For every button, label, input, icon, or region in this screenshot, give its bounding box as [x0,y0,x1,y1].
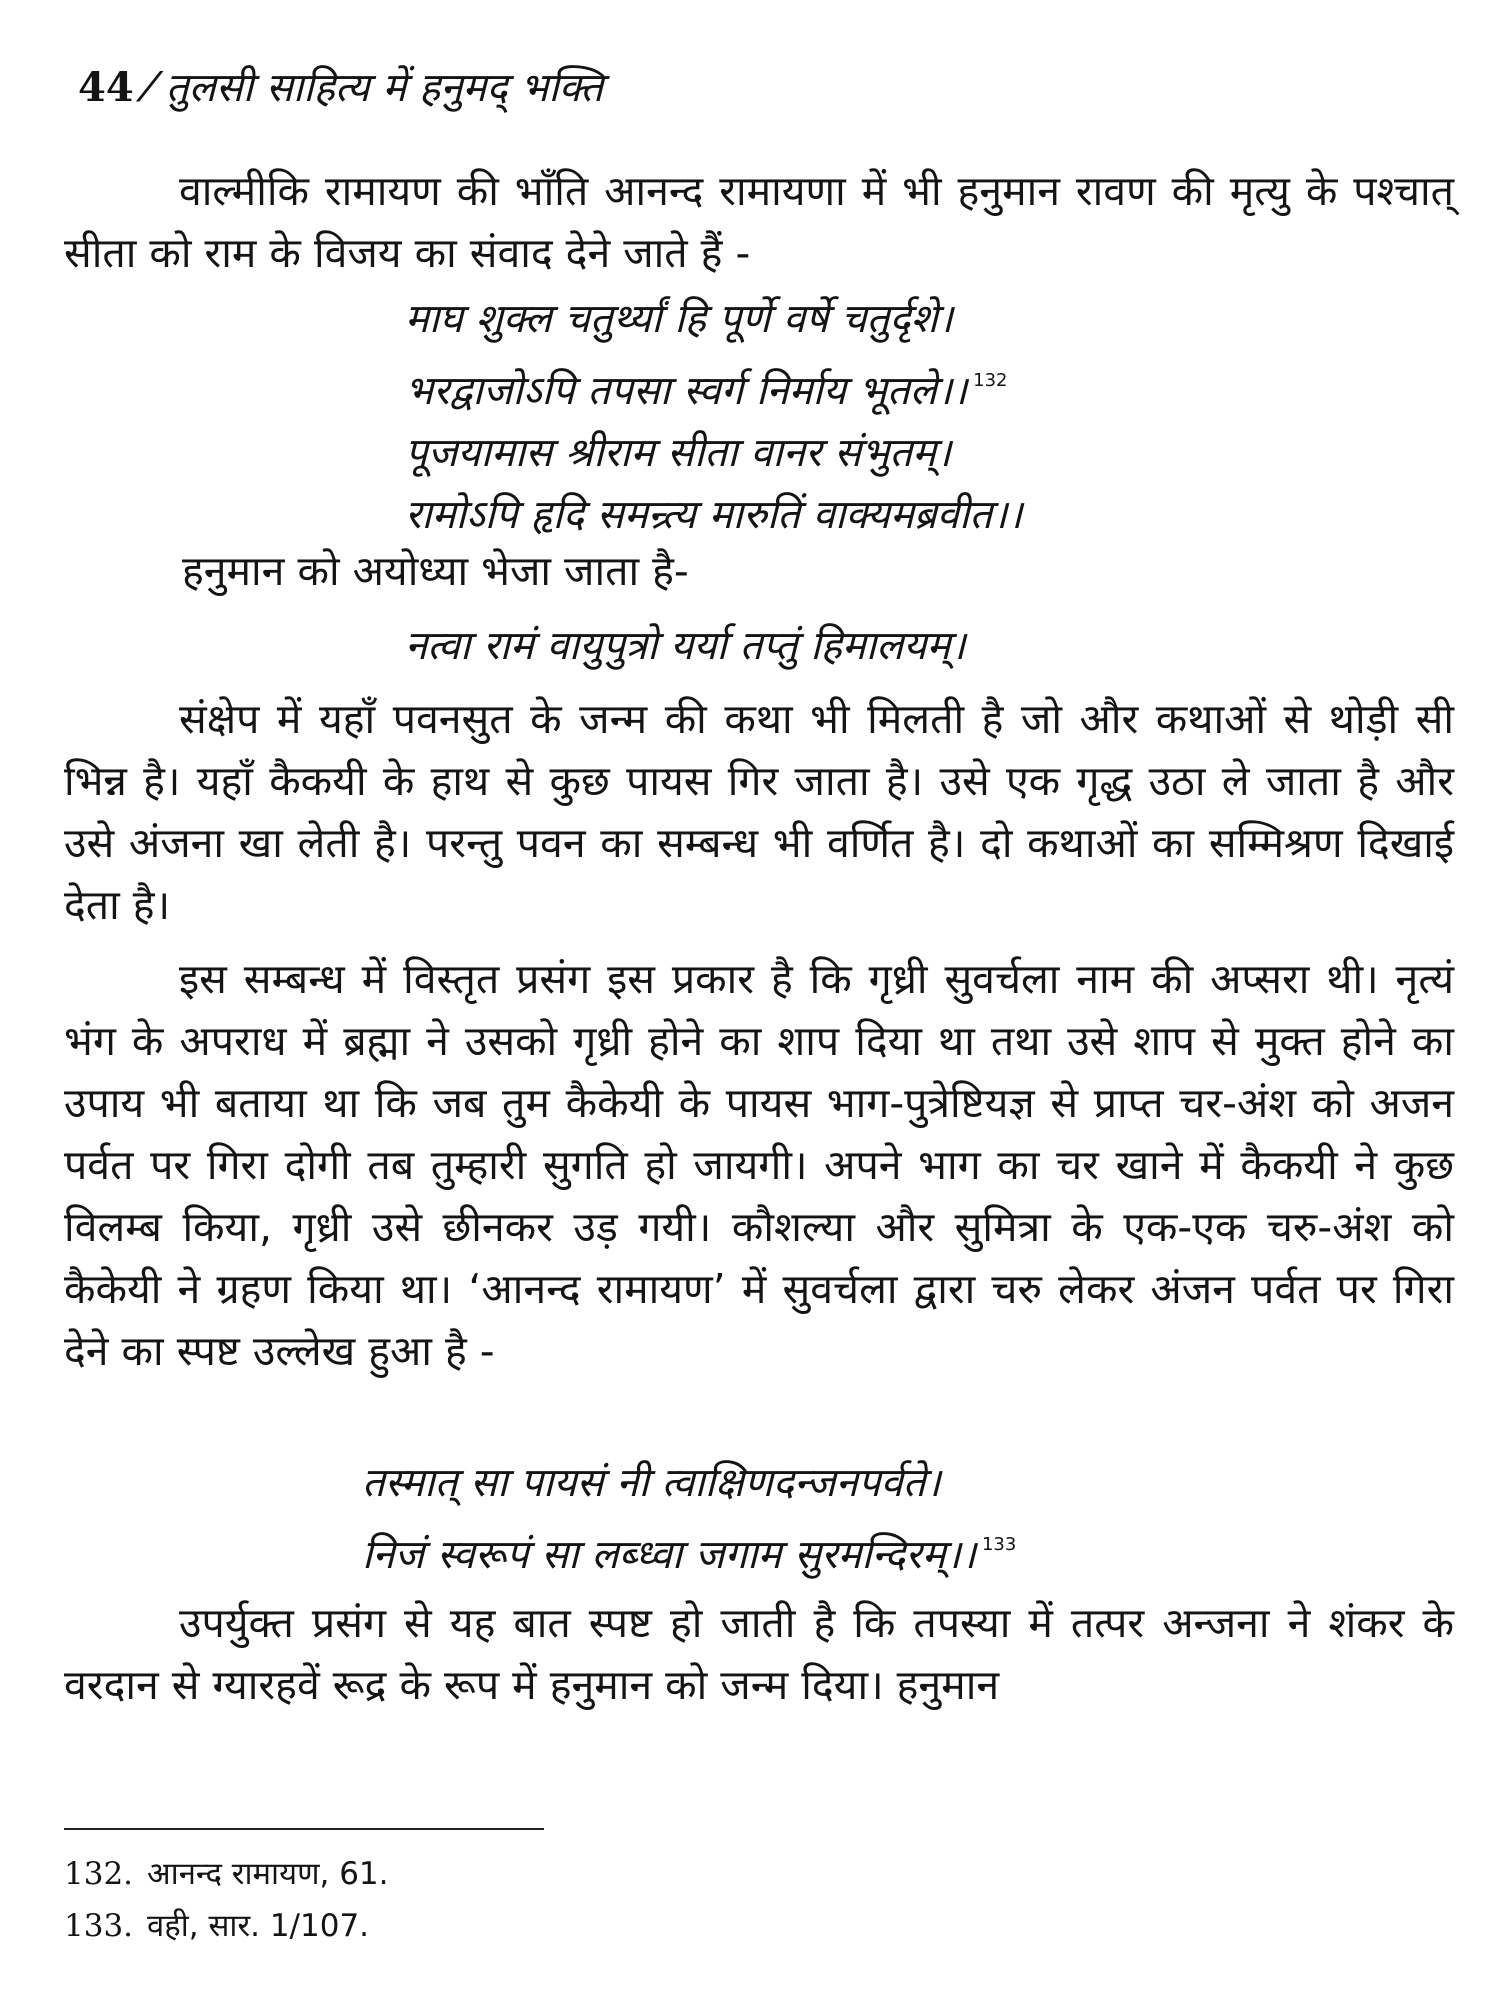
footnote-divider [64,1828,544,1830]
header-separator: ⁄ [146,65,154,111]
sanskrit-verse-2 [405,615,966,677]
footnote-text: वही, सार. 1/107. [147,1908,370,1944]
footnote-ref-133: 133 [981,1534,1017,1555]
footnote-number: 132. [64,1856,134,1892]
page-number: 44 [78,64,134,111]
sanskrit-verse-3 [362,1452,1016,1586]
paragraph-2: संक्षेप में यहाँ पवनसुत के जन्म की कथा भी मिलती है जो और कथाओं से थोड़ी सी भिन्न है। यहाँ कैकयी के हाथ से कुछ पायस गिर जाता है। उसे एक गृद्ध उठा ले जाता है और उसे अंजना खा लेती है। परन्तु पवन का सम्बन्ध भी वर्णित है। दो कथाओं का सम्मिश्रण दिखाई देता है। [64,695,1454,929]
verse-1-line-2-wrap [405,350,1022,422]
paragraph-1: वाल्मीकि रामायण की भाँति आनन्द रामायणा में भी हनुमान रावण की मृत्यु के पश्चात् सीता को राम के विजय का संवाद देने जाते हैं - [64,167,1454,277]
verse-3-line-1: तस्मात् सा पायसं नी त्वाक्षिणदन्जनपर्वते। [362,1460,941,1506]
footnote-ref-132: 132 [973,370,1008,391]
verse-1-line-3: पूजयामास श्रीराम सीता वानर संभुतम्। [405,430,952,476]
ayodhya-line: हनुमान को अयोध्या भेजा जाता है- [182,547,689,595]
verse-1-line-1: माघ शुक्ल चतुर्थ्यां हि पूर्णे वर्षे चतुर्दृशे। [405,296,953,342]
footnotes [64,1848,389,1952]
footnote-text: आनन्द रामायण, 61. [147,1856,389,1892]
verse-1-line-4: रामोऽपि हृदि समन्र्त्य मारुतिं वाक्यमब्रवीत।। [405,492,1023,538]
sanskrit-verse-1 [405,288,1022,546]
verse-2-line-1: नत्वा रामं वायुपुत्रो यर्या तप्तुं हिमालयम्। [405,623,966,669]
footnote-number: 133. [64,1908,134,1944]
paragraph-3: इस सम्बन्ध में विस्तृत प्रसंग इस प्रकार है कि गृध्री सुवर्चला नाम की अप्सरा थी। नृत्यं भंग के अपराध में ब्रह्मा ने उसको गृध्री होने का शाप दिया था तथा उसे शाप से मुक्त होने का उपाय भी बताया था कि जब तुम कैकेयी के पायस भाग-पुत्रेष्टियज्ञ से प्राप्त चर-अंश को अजन पर्वत पर गिरा दोगी तब तुम्हारी सुगति हो जायगी। अपने भाग का चर खाने में कैकयी ने कुछ विलम्ब किया, गृध्री उसे छीनकर उड़ गयी। कौशल्या और सुमित्रा के एक-एक चरु-अंश को कैकेयी ने ग्रहण किया था। ‘आनन्द रामायण’ में सुवर्चला द्वारा चरु लेकर अंजन पर्वत पर गिरा देने का स्पष्ट उल्लेख हुआ है - [64,955,1454,1375]
verse-1-line-2: भरद्वाजोऽपि तपसा स्वर्ग निर्माय भूतले।। [405,368,968,414]
verse-3-line-2: निजं स्वरूपं सा लब्ध्वा जगाम सुरमन्दिरम्।। [362,1532,976,1578]
paragraph-4: उपर्युक्त प्रसंग से यह बात स्पष्ट हो जाती है कि तपस्या में तत्पर अन्जना ने शंकर के वरदान से ग्यारहवें रूद्र के रूप में हनुमान को जन्म दिया। हनुमान [64,1599,1454,1709]
footnote-133 [64,1900,389,1952]
footnote-132 [64,1848,389,1900]
verse-3-line-2-wrap [362,1514,1016,1586]
running-header [78,58,603,118]
book-title: तुलसी साहित्य में हनुमद् भक्ति [165,65,604,111]
